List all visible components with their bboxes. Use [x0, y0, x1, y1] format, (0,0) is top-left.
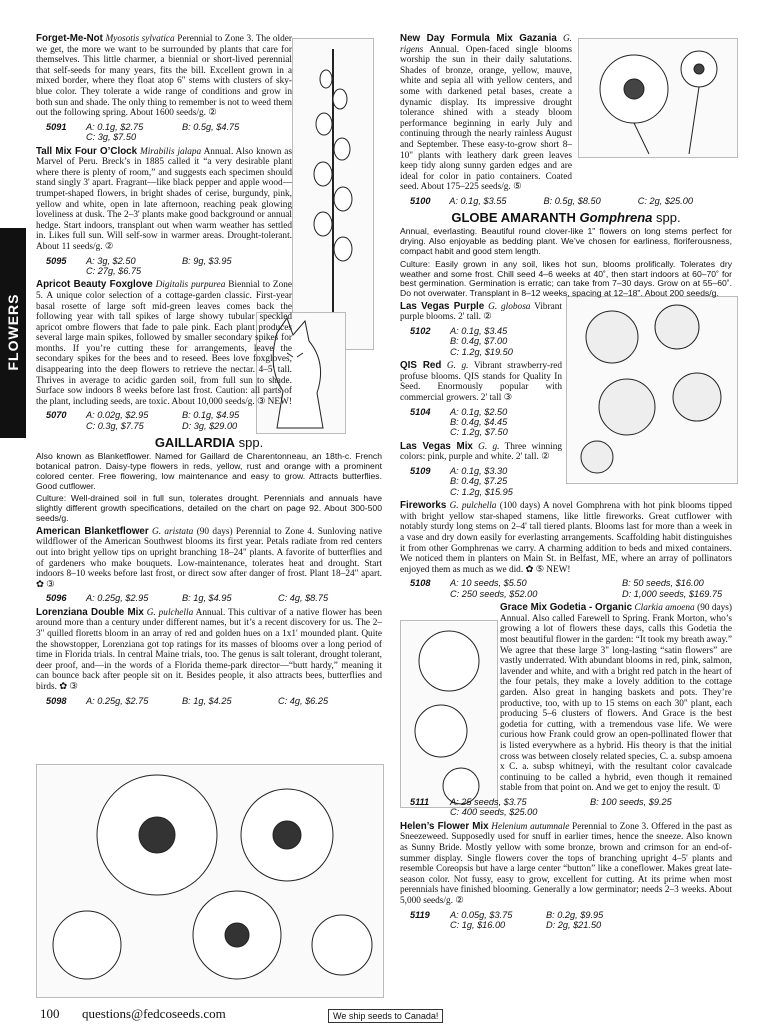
globe-amaranth-heading: GLOBE AMARANTH Gomphrena spp. — [451, 210, 681, 226]
shipping-note: We ship seeds to Canada! — [328, 1009, 443, 1023]
prices-5091: 5091 A: 0.1g, $2.75 B: 0.5g, $4.75 C: 3g, $7.50 — [46, 121, 240, 143]
prices-5109: 5109 A: 0.1g, $3.30 B: 0.4g, $7.25 C: 1.2g, $15.95 — [410, 466, 513, 497]
prices-5098: 5098 A: 0.25g, $2.75 B: 1g, $4.25 C: 4g, $6.25 — [46, 695, 329, 706]
prices-5070: 5070 A: 0.02g, $2.95 B: 0.1g, $4.95 C: 0.3g, $7.75 D: 3g, $29.00 — [46, 410, 240, 431]
prices-5102: 5102 A: 0.1g, $3.45 B: 0.4g, $7.00 C: 1.2g, $19.50 — [410, 326, 513, 357]
entry-fireworks: Fireworks G. pulchella (100 days) A novel Gomphrena with hot pink blooms tipped with bright yellow star-shaped stamens, like little fireworks. Great cutflower with notably sturdy long stems on 2–4' tall tiered plants. Blooms last for more than a week in a vase and dry down easily for everlasting arrangements. Scaffolding habit distinguishes it from other Gomphrenas we carry. A charming addition to beds and mixed containers. We noticed them in planters on Main St. in Belfast, ME, where an array of pollinators enjoyed them as much as we did. ✿ ⑤ NEW! — [400, 500, 732, 575]
entry-las-vegas-mix: Las Vegas Mix G. g. Three winning colors: pink, purple and white. 2' tall. ② — [400, 440, 563, 463]
gaillardia-heading: GAILLARDIA spp. — [154, 435, 264, 451]
entry-forget-me-not: Forget-Me-Not Myosotis sylvatica Perennial to Zone 3. The older we get, the more we want to be surrounded by plants that care for themselves. This little charmer, a biennial or short-lived perennial that self-seeds for many years, fits the bill. Excellent grown in a mixed border, where they float atop 6" stems with clusters of sky-blue color. They tolerate a wide range of conditions and grow in both sun and shade. The only thing to remember is not to weed them out the following spring. About 1600 seeds/g. ② — [36, 33, 292, 119]
prices-5108: 5108 A: 10 seeds, $5.50 B: 50 seeds, $16.00 C: 250 seeds, $52.00 D: 1,000 seeds, $169.75 — [410, 578, 723, 599]
entry-godetia: Grace Mix Godetia - Organic Clarkia amoena (90 days) Annual. Also called Farewell to Spring. Frank Morton, who’s growing a lot of flowers these days, calls this Godetia the most beautiful flower in the garden: “It took my breath away.” We agree that these large 3" long-lasting “satin flowers” are vastly underrated. With abundant blooms in red, pink, salmon, lavender and white, and with a bright red patch in the heart of the four petals, they make a lovely addition to the cottage garden. Also great in hanging baskets and pots. They’re productive, too, with up to 15 stems on each 30" plant, each producing 5–6 clusters of flowers. And Grace is the best godetia for cutting, with a tremendous vase life. We were curious how Frank could grow an open-pollinated flower that is listed everywhere as a hybrid. His theory is that the initial cross was between closely related species, C. a. subsp amoena x C. a. subsp whitneyi, with the resultant color cavalcade continuing to be called a hybrid, even though it remained stable from that point on. And we get to enjoy the result. ① — [500, 602, 733, 794]
entry-tall-mix: Tall Mix Four O’Clock Mirabilis jalapa Annual. Also known as Marvel of Peru. Breck’s in 1885 called it “a very desirable plant where there is plenty of room,” and suggests each specimen should stand singly 3' apart. Fragrant—like black pepper and apple wood—trumpet-shaped flowers, in bright shades of cerise, burgundy, pink, yellow and white, open in late afternoon, reaching peak glowing loveliness at dusk. The 2–3' plants make good background or annual hedge. Start indoors, transplant out when warm weather has settled in. Likes full sun. Will self-sow in warmer areas. Drought-tolerant. About 11 seeds/g. ② — [36, 145, 293, 252]
right-column — [400, 34, 732, 934]
entry-gazania: New Day Formula Mix Gazania G. rigens Annual. Open-faced single blooms worship the sun in their daily salutations. Shades of bronze, orange, yellow, mauve, white and sepia all with yellow centers, and some with darkened petal bases, create a dynamic display. Its impressive drought tolerance shined with a steady bloom performance beginning in early July and continuing through the nearly rainless August and September. These easy-to-grow short 8–10" plants with leathery dark green leaves keep tidy along sunny garden edges and are ideal for color in patio containers. Coated seed. About 175–225 seeds/g. ⑤ — [400, 33, 573, 193]
entry-helens-flower: Helen’s Flower Mix Helenium autumnale Perennial to Zone 3. Offered in the past as Sneezeweed. Supposedly used for snuff in earlier times, hence the sneeze. Also known as Sunny Bride. Mostly yellow with some bronze, brown and crimson for an end-of-summer display. Single flowers cover the tops of branching upright 4–5' plants and resemble Coreopsis but have a large center “button” like a coneflower. Makes great late-season color. Not fussy, easy to grow, excellent for cutting. At its prime when most perennials have finished blooming. Generally a low germinator; needs 2–3 weeks. About 5,000 seeds/g. ② — [400, 820, 732, 906]
globe-intro: Annual, everlasting. Beautiful round clover-like 1" flowers on long stems perfect for drying. Also enjoyable as bedding plant. We’ve chosen for earliness, floriferousness, compact habit and good stem length. — [400, 226, 732, 256]
section-tab-label: FLOWERS — [5, 293, 21, 371]
prices-5111: 5111 A: 25 seeds, $3.75 B: 100 seeds, $9.25 C: 400 seeds, $25.00 — [410, 796, 672, 818]
entry-apricot-beauty: Apricot Beauty Foxglove Digitalis purpurea Biennial to Zone 5. A unique color selection of a cottage-garden classic. First-year basal rosette of large soft mid-green leaves comes back the following year with tall spikes of large showy tubular speckled apricot ombre flowers that fade to pale pink. Each plant produces several large main spikes, followed by smaller secondary spikes for months. If you’re cutting these for arrangements, leave the secondary spikes for the bees and to reseed. Bees love foxgloves, disappearing into the deep flowers to retrieve the nectar. 4–5' tall. Thrives in average to acidic garden soil, from full sun to shade. Surface sow indoors 8 weeks before last frost. Caution: all parts of the plant, including seeds, are toxic. About 10,000 seeds/g. ③ NEW! — [36, 279, 293, 407]
entry-las-vegas-purple: Las Vegas Purple G. globosa Vibrant purple blooms. 2' tall. ② — [400, 300, 563, 323]
page-number: 100 — [40, 1006, 60, 1021]
entry-qis-red: QIS Red G. g. Vibrant strawberry-red profuse blooms. QIS stands for Quality In Seed. Enormously popular with commercial growers. 2' tall ③ — [400, 360, 562, 404]
prices-5096: 5096 A: 0.25g, $2.95 B: 1g, $4.95 C: 4g, $8.75 — [46, 593, 329, 604]
gaillardia-illustration — [36, 764, 384, 998]
prices-5095: 5095 A: 3g, $2.50 B: 9g, $3.95 C: 27g, $6.75 — [46, 255, 232, 276]
prices-5104: 5104 A: 0.1g, $2.50 B: 0.4g, $4.45 C: 1.2g, $7.50 — [410, 406, 508, 438]
left-column — [36, 34, 382, 710]
prices-5119: 5119 A: 0.05g, $3.75 B: 0.2g, $9.95 C: 1g, $16.00 D: 2g, $21.50 — [410, 909, 604, 930]
entry-lorenziana: Lorenziana Double Mix G. pulchella Annual. This cultivar of a native flower has been around more than a century under different names, but it’s a recent discovery for us. The 2–3" quilled floretts bloom in an array of red and golden hues on a 1x1' mounded plant. Quite the showstopper, Lorenziana got top ratings for its masses of blooms over a long period of time in Florida trials. In central Maine trials, too. The genus is salt tolerant, drought tolerant, deer proof, and—in the words of a Florida theme-park director—“butt hardy,” meaning it can bounce back after people sit on it. Besides people, it also attracts bees, butterflies and birds. ✿ ③ — [36, 606, 382, 692]
contact-email[interactable]: questions@fedcoseeds.com — [82, 1006, 226, 1021]
gaillardia-intro: Also known as Blanketflower. Named for Gaillard de Charentonneau, an 18th-c. French botanical patron. Daisy-type flowers in reds, yellow, rust and orange with a prominent colored center. Free flowering, low maintenance and easy to grow. Attracts butterflies. Good cutflower. — [36, 451, 382, 491]
section-tab — [0, 228, 26, 438]
gaillardia-culture: Culture: Well-drained soil in full sun, tolerates drought. Perennials and annuals have slightly different growth specifications, detailed on the chart on page 92. About 300-500 seeds/g. — [36, 493, 382, 524]
globe-culture: Culture: Easily grown in any soil, likes hot sun, blooms prolifically. Tolerates dry weather and some frost. Chill seed 4–6 weeks at 40˚, then start indoors at 60–70˚ for best germination. Germination is erratic; can take from 7–30 days. Grow on at 55–60˚. Do not overwater. Transplant in 8–12 weeks, spacing at 12–18". About 200 seeds/g. — [400, 258, 732, 299]
prices-5100: 5100 A: 0.1g, $3.55 B: 0.5g, $8.50 C: 2g, $25.00 — [410, 195, 693, 206]
entry-american-blanketflower: American Blanketflower G. aristata (90 days) Perennial to Zone 4. Sunloving native wildflower of the American Southwest blooms its first year. Petals radiate from red centers out into bright yellow tips on upright branching 18–24" plants. A favorite of butterflies and of gardeners who make bouquets. Low-maintenance, tolerates heat and drought. Start indoors 8–10 weeks before last frost, or direct sow after danger of frost. Plant 18–24" apart. ✿ ③ — [36, 525, 383, 590]
